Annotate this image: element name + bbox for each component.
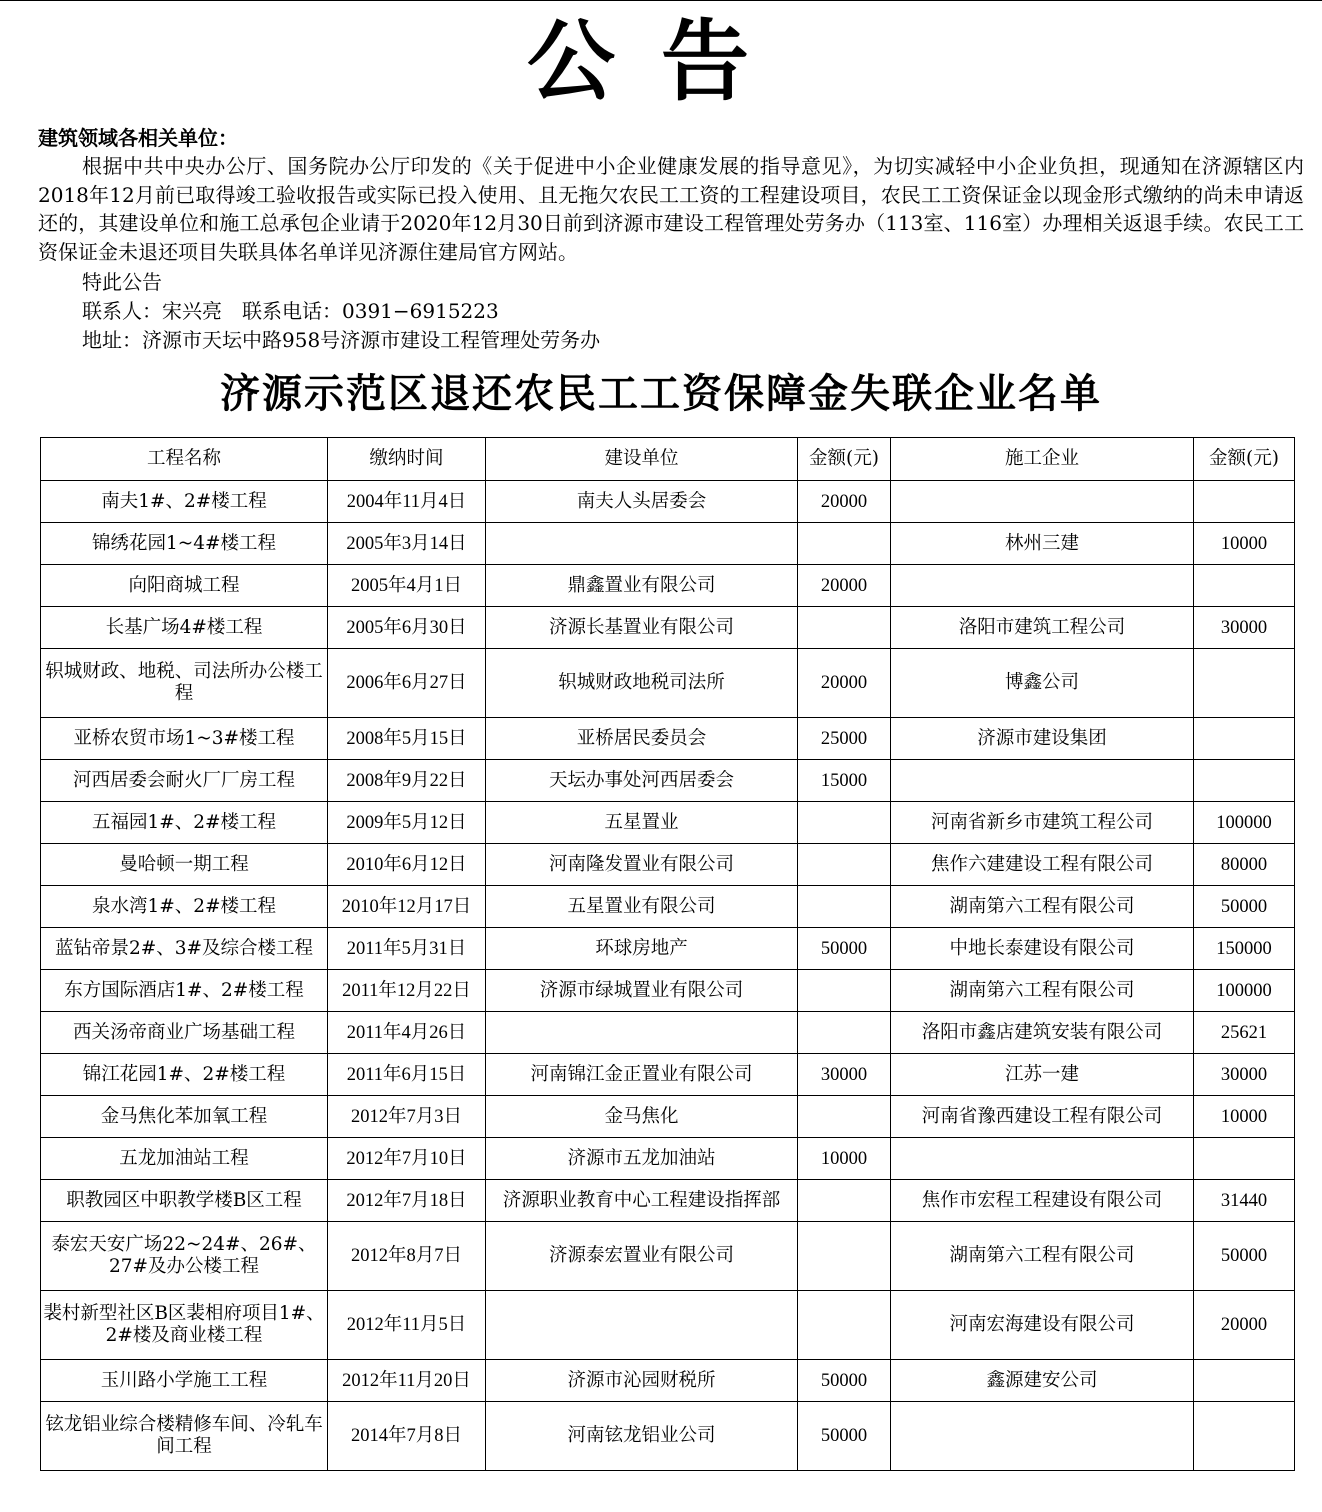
cell-contractor-amount: 30000	[1194, 1054, 1295, 1096]
cell-date: 2012年7月10日	[328, 1138, 486, 1180]
cell-contractor-amount	[1194, 481, 1295, 523]
table-row	[41, 1012, 1295, 1054]
cell-contractor	[891, 481, 1194, 523]
cell-developer: 济源职业教育中心工程建设指挥部	[486, 1180, 798, 1222]
cell-contractor-amount	[1194, 1360, 1295, 1402]
cell-project: 泉水湾1#、2#楼工程	[41, 886, 328, 928]
cell-contractor: 河南宏海建设有限公司	[891, 1291, 1194, 1360]
cell-date: 2008年5月15日	[328, 718, 486, 760]
cell-developer-amount: 20000	[798, 649, 891, 718]
cell-contractor: 焦作六建建设工程有限公司	[891, 844, 1194, 886]
table-header-row	[41, 438, 1295, 481]
table-row	[41, 1054, 1295, 1096]
cell-project: 亚桥农贸市场1~3#楼工程	[41, 718, 328, 760]
cell-project: 职教园区中职教学楼B区工程	[41, 1180, 328, 1222]
notice-title: 公告	[526, 10, 795, 113]
header-contractor-amount: 金额(元)	[1194, 438, 1295, 481]
greeting: 建筑领域各相关单位：	[38, 126, 238, 150]
cell-date: 2012年8月7日	[328, 1222, 486, 1291]
cell-developer: 济源长基置业有限公司	[486, 607, 798, 649]
cell-project: 铉龙铝业综合楼精修车间、冷轧车间工程	[41, 1402, 328, 1471]
header-date: 缴纳时间	[328, 438, 486, 481]
cell-developer: 河南铉龙铝业公司	[486, 1402, 798, 1471]
table-row	[41, 1402, 1295, 1471]
cell-project: 锦绣花园1~4#楼工程	[41, 523, 328, 565]
cell-contractor	[891, 1402, 1194, 1471]
contact-person: 联系人：宋兴亮	[82, 299, 222, 323]
header-project: 工程名称	[41, 438, 328, 481]
cell-contractor: 洛阳市鑫店建筑安装有限公司	[891, 1012, 1194, 1054]
cell-contractor: 洛阳市建筑工程公司	[891, 607, 1194, 649]
cell-date: 2012年7月3日	[328, 1096, 486, 1138]
cell-developer-amount: 30000	[798, 1054, 891, 1096]
header-developer-amount: 金额(元)	[798, 438, 891, 481]
cell-project: 蓝钻帝景2#、3#及综合楼工程	[41, 928, 328, 970]
cell-date: 2012年11月20日	[328, 1360, 486, 1402]
table-row	[41, 970, 1295, 1012]
cell-contractor-amount: 31440	[1194, 1180, 1295, 1222]
cell-project: 泰宏天安广场22~24#、26#、27#及办公楼工程	[41, 1222, 328, 1291]
cell-contractor-amount	[1194, 1402, 1295, 1471]
cell-project: 向阳商城工程	[41, 565, 328, 607]
cell-date: 2005年4月1日	[328, 565, 486, 607]
header-contractor: 施工企业	[891, 438, 1194, 481]
cell-contractor: 中地长泰建设有限公司	[891, 928, 1194, 970]
cell-developer-amount	[798, 1180, 891, 1222]
cell-date: 2010年12月17日	[328, 886, 486, 928]
table-row	[41, 1222, 1295, 1291]
cell-date: 2012年11月5日	[328, 1291, 486, 1360]
top-border	[0, 0, 1322, 1]
cell-project: 五龙加油站工程	[41, 1138, 328, 1180]
cell-contractor-amount: 150000	[1194, 928, 1295, 970]
cell-project: 曼哈顿一期工程	[41, 844, 328, 886]
cell-developer: 轵城财政地税司法所	[486, 649, 798, 718]
cell-developer: 济源市五龙加油站	[486, 1138, 798, 1180]
cell-developer: 环球房地产	[486, 928, 798, 970]
cell-developer-amount	[798, 523, 891, 565]
cell-project: 河西居委会耐火厂厂房工程	[41, 760, 328, 802]
table-row	[41, 607, 1295, 649]
cell-contractor-amount: 20000	[1194, 1291, 1295, 1360]
cell-developer: 五星置业有限公司	[486, 886, 798, 928]
cell-project: 金马焦化苯加氧工程	[41, 1096, 328, 1138]
cell-developer-amount	[798, 970, 891, 1012]
cell-date: 2011年12月22日	[328, 970, 486, 1012]
cell-developer-amount: 25000	[798, 718, 891, 760]
table-row	[41, 760, 1295, 802]
cell-date: 2006年6月27日	[328, 649, 486, 718]
table-row	[41, 1096, 1295, 1138]
cell-developer	[486, 523, 798, 565]
cell-contractor: 湖南第六工程有限公司	[891, 886, 1194, 928]
cell-contractor: 江苏一建	[891, 1054, 1194, 1096]
cell-developer	[486, 1012, 798, 1054]
cell-contractor-amount	[1194, 649, 1295, 718]
cell-date: 2004年11月4日	[328, 481, 486, 523]
cell-contractor-amount: 30000	[1194, 607, 1295, 649]
cell-developer: 金马焦化	[486, 1096, 798, 1138]
cell-contractor: 湖南第六工程有限公司	[891, 1222, 1194, 1291]
cell-date: 2005年6月30日	[328, 607, 486, 649]
table-row	[41, 928, 1295, 970]
cell-developer: 河南锦江金正置业有限公司	[486, 1054, 798, 1096]
cell-developer-amount	[798, 886, 891, 928]
cell-developer: 天坛办事处河西居委会	[486, 760, 798, 802]
cell-date: 2014年7月8日	[328, 1402, 486, 1471]
list-title: 济源示范区退还农民工工资保障金失联企业名单	[220, 371, 1102, 417]
cell-contractor: 林州三建	[891, 523, 1194, 565]
cell-project: 南夫1#、2#楼工程	[41, 481, 328, 523]
table-row	[41, 481, 1295, 523]
cell-developer: 鼎鑫置业有限公司	[486, 565, 798, 607]
cell-developer-amount: 50000	[798, 928, 891, 970]
cell-developer: 济源泰宏置业有限公司	[486, 1222, 798, 1291]
cell-developer-amount: 20000	[798, 565, 891, 607]
cell-developer-amount	[798, 607, 891, 649]
table-row	[41, 802, 1295, 844]
cell-contractor	[891, 565, 1194, 607]
table-row	[41, 565, 1295, 607]
contact-line	[82, 297, 499, 325]
cell-contractor-amount	[1194, 718, 1295, 760]
cell-project: 西关汤帝商业广场基础工程	[41, 1012, 328, 1054]
cell-contractor-amount: 10000	[1194, 523, 1295, 565]
cell-contractor-amount: 25621	[1194, 1012, 1295, 1054]
cell-contractor-amount: 50000	[1194, 1222, 1295, 1291]
table-row	[41, 1291, 1295, 1360]
cell-developer: 亚桥居民委员会	[486, 718, 798, 760]
table-body	[41, 481, 1295, 1471]
cell-contractor: 济源市建设集团	[891, 718, 1194, 760]
cell-developer-amount: 50000	[798, 1402, 891, 1471]
table-row	[41, 1360, 1295, 1402]
cell-developer: 南夫人头居委会	[486, 481, 798, 523]
cell-date: 2010年6月12日	[328, 844, 486, 886]
table-row	[41, 1180, 1295, 1222]
header-developer: 建设单位	[486, 438, 798, 481]
table-row	[41, 844, 1295, 886]
cell-contractor-amount: 80000	[1194, 844, 1295, 886]
cell-project: 五福园1#、2#楼工程	[41, 802, 328, 844]
cell-developer-amount: 50000	[798, 1360, 891, 1402]
cell-contractor-amount: 10000	[1194, 1096, 1295, 1138]
notice-body: 根据中共中央办公厅、国务院办公厅印发的《关于促进中小企业健康发展的指导意见》，为切实减轻中小企业负担，现通知在济源辖区内2018年12月前已取得竣工验收报告或实际已投入使用、且无拖欠农民工工资的工程建设项目，农民工工资保证金以现金形式缴纳的尚未申请返还的，其建设单位和施工总承包企业请于2020年12月30日前到济源市建设工程管理处劳务办（113室、116室）办理相关返退手续。农民工工资保证金未退还项目失联具体名单详见济源住建局官方网站。	[38, 154, 1304, 264]
cell-developer-amount: 10000	[798, 1138, 891, 1180]
cell-developer-amount	[798, 1012, 891, 1054]
cell-contractor-amount: 100000	[1194, 802, 1295, 844]
closing-line: 特此公告	[82, 270, 162, 294]
cell-contractor-amount: 50000	[1194, 886, 1295, 928]
address-line: 地址：济源市天坛中路958号济源市建设工程管理处劳务办	[82, 328, 601, 352]
cell-contractor: 河南省豫西建设工程有限公司	[891, 1096, 1194, 1138]
table-row	[41, 649, 1295, 718]
table-row	[41, 886, 1295, 928]
cell-contractor-amount	[1194, 760, 1295, 802]
cell-contractor	[891, 1138, 1194, 1180]
cell-developer: 济源市绿城置业有限公司	[486, 970, 798, 1012]
cell-developer-amount	[798, 844, 891, 886]
cell-developer	[486, 1291, 798, 1360]
cell-date: 2012年7月18日	[328, 1180, 486, 1222]
cell-contractor: 湖南第六工程有限公司	[891, 970, 1194, 1012]
cell-project: 玉川路小学施工工程	[41, 1360, 328, 1402]
cell-developer-amount	[798, 1291, 891, 1360]
table-row	[41, 523, 1295, 565]
cell-contractor: 鑫源建安公司	[891, 1360, 1194, 1402]
cell-contractor-amount	[1194, 565, 1295, 607]
cell-date: 2011年6月15日	[328, 1054, 486, 1096]
cell-developer-amount: 20000	[798, 481, 891, 523]
enterprise-table	[40, 437, 1295, 1471]
cell-developer-amount: 15000	[798, 760, 891, 802]
cell-developer: 河南隆发置业有限公司	[486, 844, 798, 886]
cell-project: 锦江花园1#、2#楼工程	[41, 1054, 328, 1096]
cell-date: 2009年5月12日	[328, 802, 486, 844]
table-row	[41, 718, 1295, 760]
cell-contractor: 焦作市宏程工程建设有限公司	[891, 1180, 1194, 1222]
cell-contractor-amount	[1194, 1138, 1295, 1180]
cell-contractor	[891, 760, 1194, 802]
cell-developer-amount	[798, 1222, 891, 1291]
cell-contractor-amount: 100000	[1194, 970, 1295, 1012]
cell-developer: 五星置业	[486, 802, 798, 844]
cell-project: 长基广场4#楼工程	[41, 607, 328, 649]
cell-date: 2011年5月31日	[328, 928, 486, 970]
cell-date: 2005年3月14日	[328, 523, 486, 565]
cell-developer: 济源市沁园财税所	[486, 1360, 798, 1402]
cell-contractor: 博鑫公司	[891, 649, 1194, 718]
cell-project: 裴村新型社区B区裴相府项目1#、2#楼及商业楼工程	[41, 1291, 328, 1360]
cell-developer-amount	[798, 802, 891, 844]
contact-phone: 联系电话：0391−6915223	[242, 299, 499, 323]
cell-developer-amount	[798, 1096, 891, 1138]
cell-project: 轵城财政、地税、司法所办公楼工程	[41, 649, 328, 718]
cell-project: 东方国际酒店1#、2#楼工程	[41, 970, 328, 1012]
cell-contractor: 河南省新乡市建筑工程公司	[891, 802, 1194, 844]
cell-date: 2011年4月26日	[328, 1012, 486, 1054]
table-row	[41, 1138, 1295, 1180]
cell-date: 2008年9月22日	[328, 760, 486, 802]
